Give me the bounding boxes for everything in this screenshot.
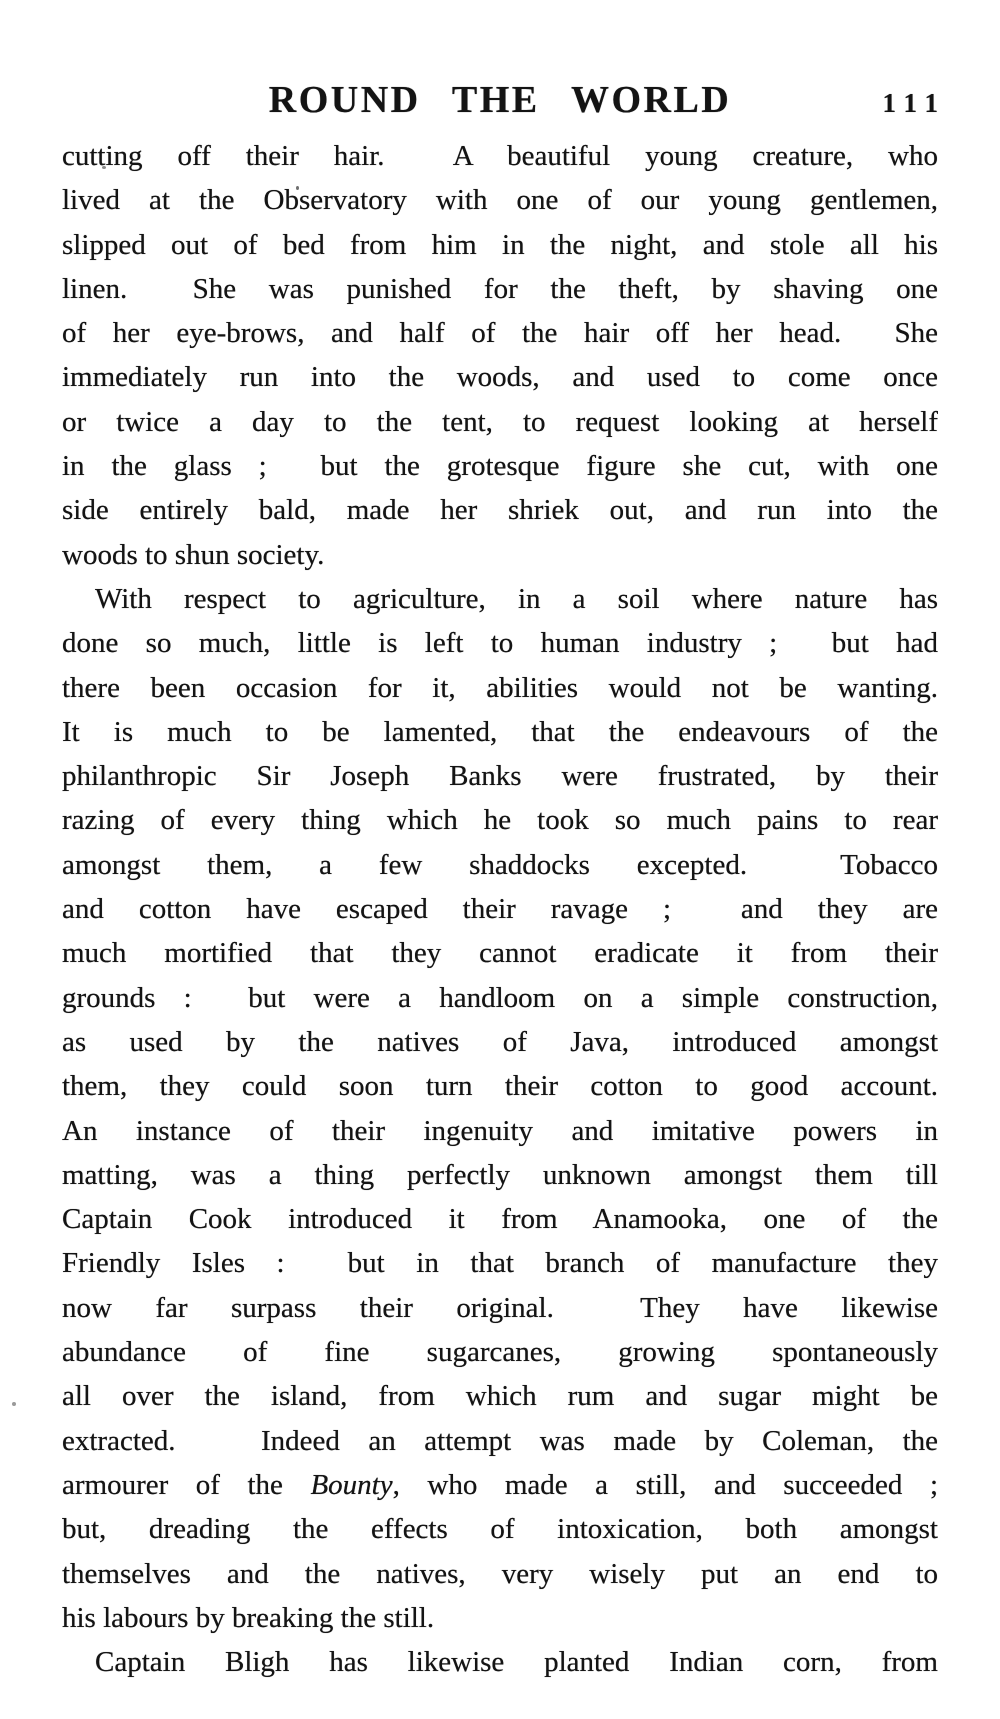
text-line: An instance of their ingenuity and imitative powers in — [62, 1114, 938, 1147]
text-line: themselves and the natives, very wisely put an end to — [62, 1557, 938, 1590]
text-line: immediately run into the woods, and used to come once — [62, 361, 938, 394]
text-line: Captain Cook introduced it from Anamooka, one of the — [62, 1203, 938, 1236]
text-line: armourer of the Bounty, who made a still, and succeeded ; — [62, 1468, 938, 1501]
text-line: cutting off their hair. A beautiful young creature, who — [62, 140, 938, 172]
text-line: Captain Bligh has likewise planted Indian corn, from — [95, 1646, 938, 1679]
running-title: ROUND THE WORLD — [268, 79, 732, 121]
text-line: as used by the natives of Java, introduced amongst — [62, 1025, 938, 1058]
text-line: philanthropic Sir Joseph Banks were frustrated, by their — [62, 760, 938, 793]
page-number: 111 — [882, 88, 947, 118]
paragraph — [62, 577, 938, 1640]
text-line: done so much, little is left to human industry ; but had — [62, 627, 938, 660]
text-line: and cotton have escaped their ravage ; and they are — [62, 893, 938, 926]
text-line: matting, was a thing perfectly unknown amongst them till — [62, 1158, 938, 1191]
text-line: linen. She was punished for the theft, by shaving one — [62, 272, 938, 305]
text-block — [62, 134, 938, 1684]
paragraph — [62, 1640, 938, 1684]
text-line: or twice a day to the tent, to request looking at herself — [62, 405, 938, 438]
text-line: in the glass ; but the grotesque figure she cut, with one — [62, 450, 938, 483]
text-line: With respect to agriculture, in a soil where nature has — [95, 582, 938, 615]
page-header — [62, 79, 947, 121]
text-line: side entirely bald, made her shriek out, and run into the — [62, 494, 938, 527]
text-line: there been occasion for it, abilities would not be wanting. — [62, 671, 938, 704]
paragraph — [62, 134, 938, 577]
scan-speck — [12, 1402, 16, 1406]
text-line: amongst them, a few shaddocks excepted. Tobacco — [62, 848, 938, 881]
folio-area — [731, 88, 947, 119]
text-line: but, dreading the effects of intoxication, both amongst — [62, 1513, 938, 1546]
text-line: them, they could soon turn their cotton to good account. — [62, 1070, 938, 1103]
text-line: of her eye-brows, and half of the hair off her head. She — [62, 317, 938, 350]
text-line: abundance of fine sugarcanes, growing spontaneously — [62, 1336, 938, 1369]
text-line: all over the island, from which rum and sugar might be — [62, 1380, 938, 1413]
text-line: razing of every thing which he took so much pains to rear — [62, 804, 938, 837]
text-line: slipped out of bed from him in the night, and stole all his — [62, 228, 938, 261]
text-line: extracted. Indeed an attempt was made by Coleman, the — [62, 1424, 938, 1457]
text-line: his labours by breaking the still. — [62, 1601, 435, 1634]
text-line: lived at the Observatory with one of our young gentlemen, — [62, 184, 938, 217]
text-line: much mortified that they cannot eradicate it from their — [62, 937, 938, 970]
text-line: grounds : but were a handloom on a simple construction, — [62, 981, 938, 1014]
text-line: Friendly Isles : but in that branch of manufacture they — [62, 1247, 938, 1280]
text-line: now far surpass their original. They have likewise — [62, 1291, 938, 1324]
text-line: It is much to be lamented, that the endeavours of the — [62, 715, 938, 748]
text-line: woods to shun society. — [62, 538, 325, 571]
italic-text: Bounty — [310, 1468, 393, 1501]
